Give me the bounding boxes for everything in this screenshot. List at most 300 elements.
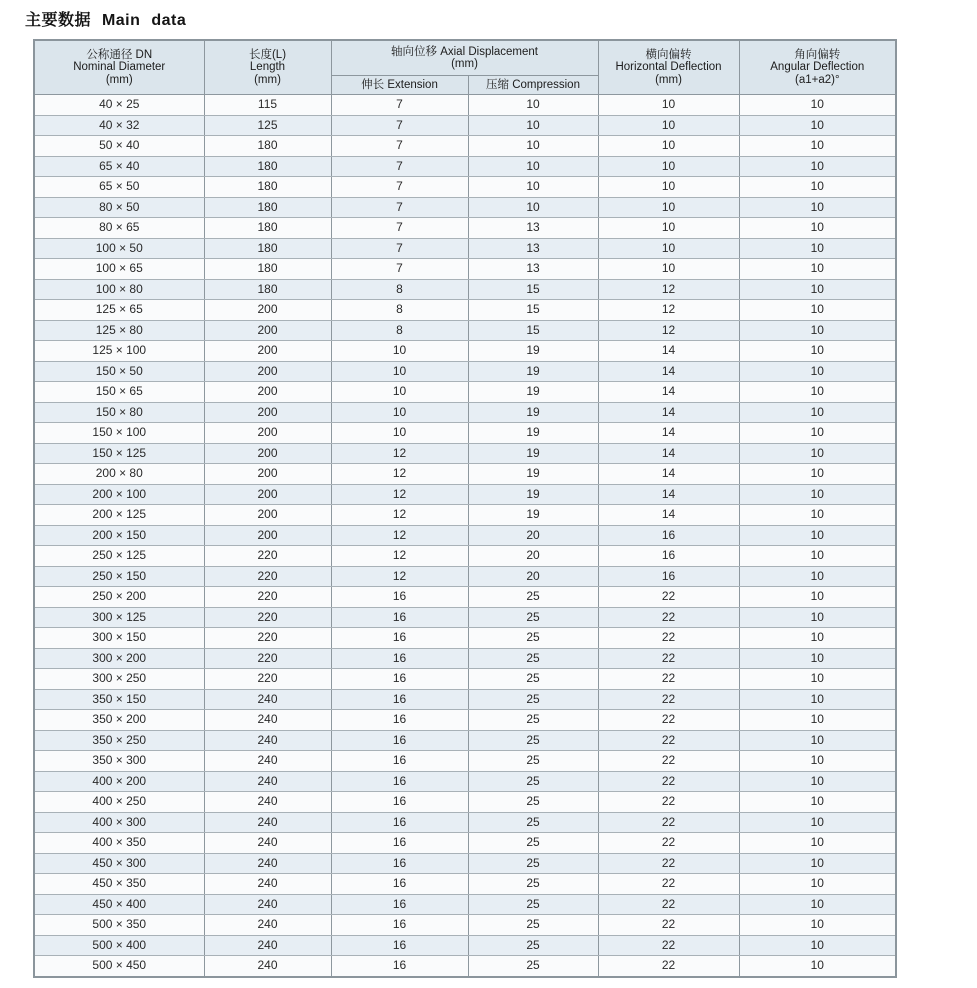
cell-horizontal-deflection: 10 — [598, 218, 739, 239]
cell-angular-deflection: 10 — [739, 587, 896, 608]
cell-angular-deflection: 10 — [739, 218, 896, 239]
cell-length: 240 — [204, 833, 331, 854]
cell-angular-deflection: 10 — [739, 771, 896, 792]
cell-length: 240 — [204, 812, 331, 833]
cell-compression: 15 — [468, 320, 598, 341]
cell-extension: 16 — [331, 648, 468, 669]
cell-length: 180 — [204, 218, 331, 239]
cell-extension: 7 — [331, 136, 468, 157]
cell-extension: 16 — [331, 607, 468, 628]
cell-nominal-diameter: 250 × 200 — [34, 587, 204, 608]
header-line: Horizontal Deflection — [615, 61, 722, 74]
cell-compression: 19 — [468, 382, 598, 403]
cell-nominal-diameter: 350 × 300 — [34, 751, 204, 772]
table-row — [34, 669, 896, 690]
cell-angular-deflection: 10 — [739, 648, 896, 669]
cell-horizontal-deflection: 22 — [598, 935, 739, 956]
cell-extension: 16 — [331, 771, 468, 792]
cell-angular-deflection: 10 — [739, 566, 896, 587]
cell-horizontal-deflection: 10 — [598, 156, 739, 177]
cell-angular-deflection: 10 — [739, 525, 896, 546]
cell-compression: 25 — [468, 894, 598, 915]
cell-length: 200 — [204, 382, 331, 403]
cell-nominal-diameter: 400 × 350 — [34, 833, 204, 854]
cell-length: 240 — [204, 915, 331, 936]
cell-angular-deflection: 10 — [739, 607, 896, 628]
cell-extension: 8 — [331, 279, 468, 300]
cell-angular-deflection: 10 — [739, 853, 896, 874]
cell-length: 240 — [204, 730, 331, 751]
cell-length: 200 — [204, 443, 331, 464]
cell-angular-deflection: 10 — [739, 792, 896, 813]
cell-horizontal-deflection: 10 — [598, 197, 739, 218]
cell-extension: 16 — [331, 751, 468, 772]
cell-horizontal-deflection: 16 — [598, 525, 739, 546]
cell-nominal-diameter: 500 × 400 — [34, 935, 204, 956]
cell-length: 220 — [204, 587, 331, 608]
cell-extension: 8 — [331, 300, 468, 321]
cell-extension: 16 — [331, 833, 468, 854]
table-row — [34, 792, 896, 813]
cell-nominal-diameter: 300 × 200 — [34, 648, 204, 669]
table-row — [34, 935, 896, 956]
cell-horizontal-deflection: 14 — [598, 423, 739, 444]
table-row — [34, 915, 896, 936]
cell-nominal-diameter: 200 × 100 — [34, 484, 204, 505]
cell-length: 180 — [204, 136, 331, 157]
cell-horizontal-deflection: 14 — [598, 341, 739, 362]
cell-nominal-diameter: 400 × 300 — [34, 812, 204, 833]
cell-horizontal-deflection: 12 — [598, 300, 739, 321]
header-line: 长度(L) — [248, 48, 287, 61]
cell-angular-deflection: 10 — [739, 833, 896, 854]
cell-compression: 19 — [468, 341, 598, 362]
cell-angular-deflection: 10 — [739, 95, 896, 116]
cell-compression: 25 — [468, 915, 598, 936]
cell-angular-deflection: 10 — [739, 443, 896, 464]
cell-horizontal-deflection: 22 — [598, 771, 739, 792]
cell-angular-deflection: 10 — [739, 156, 896, 177]
header-line: 公称通径 DN — [86, 48, 153, 61]
cell-nominal-diameter: 450 × 350 — [34, 874, 204, 895]
cell-extension: 16 — [331, 587, 468, 608]
cell-extension: 7 — [331, 95, 468, 116]
cell-extension: 7 — [331, 115, 468, 136]
cell-compression: 25 — [468, 792, 598, 813]
cell-angular-deflection: 10 — [739, 115, 896, 136]
cell-horizontal-deflection: 22 — [598, 669, 739, 690]
cell-horizontal-deflection: 22 — [598, 792, 739, 813]
table-row — [34, 279, 896, 300]
cell-nominal-diameter: 80 × 65 — [34, 218, 204, 239]
cell-nominal-diameter: 80 × 50 — [34, 197, 204, 218]
cell-compression: 25 — [468, 628, 598, 649]
cell-angular-deflection: 10 — [739, 259, 896, 280]
table-row — [34, 525, 896, 546]
cell-length: 220 — [204, 628, 331, 649]
cell-nominal-diameter: 300 × 150 — [34, 628, 204, 649]
cell-compression: 19 — [468, 423, 598, 444]
cell-horizontal-deflection: 22 — [598, 853, 739, 874]
header-line: (mm) — [105, 73, 133, 86]
cell-compression: 10 — [468, 156, 598, 177]
cell-length: 240 — [204, 792, 331, 813]
cell-length: 180 — [204, 197, 331, 218]
table-row — [34, 197, 896, 218]
table-row — [34, 115, 896, 136]
cell-extension: 7 — [331, 218, 468, 239]
cell-angular-deflection: 10 — [739, 546, 896, 567]
table-row — [34, 443, 896, 464]
cell-length: 125 — [204, 115, 331, 136]
cell-extension: 12 — [331, 443, 468, 464]
cell-horizontal-deflection: 22 — [598, 812, 739, 833]
cell-nominal-diameter: 200 × 80 — [34, 464, 204, 485]
cell-extension: 10 — [331, 402, 468, 423]
table-row — [34, 710, 896, 731]
cell-compression: 10 — [468, 197, 598, 218]
cell-length: 115 — [204, 95, 331, 116]
cell-length: 180 — [204, 156, 331, 177]
header-angular-deflection — [739, 40, 896, 95]
table-row — [34, 771, 896, 792]
cell-horizontal-deflection: 22 — [598, 894, 739, 915]
cell-length: 240 — [204, 956, 331, 977]
cell-length: 200 — [204, 361, 331, 382]
header-line: (a1+a2)° — [794, 73, 840, 86]
cell-nominal-diameter: 300 × 125 — [34, 607, 204, 628]
table-row — [34, 874, 896, 895]
cell-extension: 12 — [331, 546, 468, 567]
cell-compression: 25 — [468, 771, 598, 792]
cell-length: 180 — [204, 177, 331, 198]
cell-length: 180 — [204, 259, 331, 280]
cell-nominal-diameter: 50 × 40 — [34, 136, 204, 157]
cell-horizontal-deflection: 14 — [598, 505, 739, 526]
cell-horizontal-deflection: 22 — [598, 751, 739, 772]
cell-extension: 8 — [331, 320, 468, 341]
cell-length: 200 — [204, 300, 331, 321]
cell-angular-deflection: 10 — [739, 915, 896, 936]
cell-extension: 7 — [331, 197, 468, 218]
cell-length: 200 — [204, 484, 331, 505]
cell-compression: 19 — [468, 464, 598, 485]
header-line: Nominal Diameter — [73, 61, 166, 74]
cell-compression: 25 — [468, 956, 598, 977]
table-row — [34, 423, 896, 444]
cell-compression: 25 — [468, 833, 598, 854]
cell-horizontal-deflection: 22 — [598, 730, 739, 751]
cell-horizontal-deflection: 14 — [598, 464, 739, 485]
cell-angular-deflection: 10 — [739, 300, 896, 321]
header-nominal-diameter — [34, 40, 204, 95]
cell-nominal-diameter: 65 × 40 — [34, 156, 204, 177]
table-row — [34, 259, 896, 280]
cell-horizontal-deflection: 16 — [598, 546, 739, 567]
cell-horizontal-deflection: 14 — [598, 484, 739, 505]
cell-length: 220 — [204, 648, 331, 669]
table-row — [34, 894, 896, 915]
cell-extension: 10 — [331, 361, 468, 382]
cell-nominal-diameter: 125 × 65 — [34, 300, 204, 321]
cell-horizontal-deflection: 12 — [598, 279, 739, 300]
cell-length: 180 — [204, 279, 331, 300]
table-row — [34, 218, 896, 239]
table-row — [34, 361, 896, 382]
cell-horizontal-deflection: 14 — [598, 402, 739, 423]
cell-extension: 7 — [331, 177, 468, 198]
cell-angular-deflection: 10 — [739, 730, 896, 751]
cell-length: 220 — [204, 669, 331, 690]
header-line: 轴向位移 Axial Displacement — [391, 45, 538, 58]
cell-extension: 10 — [331, 382, 468, 403]
header-row-top — [34, 40, 896, 76]
cell-compression: 19 — [468, 505, 598, 526]
cell-angular-deflection: 10 — [739, 894, 896, 915]
cell-length: 240 — [204, 689, 331, 710]
table-row — [34, 177, 896, 198]
cell-nominal-diameter: 40 × 32 — [34, 115, 204, 136]
table-header — [34, 40, 896, 95]
table-row — [34, 751, 896, 772]
cell-extension: 16 — [331, 935, 468, 956]
cell-extension: 7 — [331, 238, 468, 259]
header-line: (mm) — [254, 73, 281, 86]
cell-nominal-diameter: 100 × 65 — [34, 259, 204, 280]
header-horizontal-deflection — [598, 40, 739, 95]
cell-horizontal-deflection: 22 — [598, 689, 739, 710]
table-row — [34, 853, 896, 874]
cell-horizontal-deflection: 22 — [598, 607, 739, 628]
cell-compression: 10 — [468, 177, 598, 198]
cell-length: 220 — [204, 607, 331, 628]
cell-angular-deflection: 10 — [739, 464, 896, 485]
cell-compression: 19 — [468, 484, 598, 505]
cell-compression: 20 — [468, 546, 598, 567]
cell-angular-deflection: 10 — [739, 628, 896, 649]
table-row — [34, 546, 896, 567]
header-compression: 压缩 Compression — [468, 76, 598, 95]
cell-angular-deflection: 10 — [739, 197, 896, 218]
cell-extension: 12 — [331, 464, 468, 485]
cell-horizontal-deflection: 10 — [598, 136, 739, 157]
cell-length: 200 — [204, 341, 331, 362]
table-row — [34, 464, 896, 485]
table-row — [34, 238, 896, 259]
cell-extension: 16 — [331, 792, 468, 813]
cell-extension: 10 — [331, 423, 468, 444]
cell-compression: 25 — [468, 587, 598, 608]
cell-compression: 25 — [468, 935, 598, 956]
cell-nominal-diameter: 400 × 200 — [34, 771, 204, 792]
cell-length: 240 — [204, 771, 331, 792]
table-row — [34, 95, 896, 116]
cell-horizontal-deflection: 22 — [598, 648, 739, 669]
cell-angular-deflection: 10 — [739, 177, 896, 198]
cell-nominal-diameter: 150 × 80 — [34, 402, 204, 423]
header-axial-displacement — [331, 40, 598, 76]
cell-nominal-diameter: 250 × 125 — [34, 546, 204, 567]
table-row — [34, 402, 896, 423]
cell-nominal-diameter: 350 × 200 — [34, 710, 204, 731]
cell-compression: 13 — [468, 218, 598, 239]
cell-compression: 25 — [468, 812, 598, 833]
cell-length: 240 — [204, 710, 331, 731]
header-line: Angular Deflection — [770, 61, 865, 74]
cell-compression: 25 — [468, 853, 598, 874]
cell-horizontal-deflection: 22 — [598, 874, 739, 895]
cell-nominal-diameter: 65 × 50 — [34, 177, 204, 198]
table-row — [34, 730, 896, 751]
cell-angular-deflection: 10 — [739, 341, 896, 362]
cell-extension: 12 — [331, 525, 468, 546]
cell-compression: 20 — [468, 525, 598, 546]
cell-horizontal-deflection: 22 — [598, 915, 739, 936]
cell-horizontal-deflection: 22 — [598, 628, 739, 649]
cell-nominal-diameter: 300 × 250 — [34, 669, 204, 690]
cell-angular-deflection: 10 — [739, 136, 896, 157]
cell-horizontal-deflection: 10 — [598, 259, 739, 280]
cell-extension: 16 — [331, 689, 468, 710]
cell-nominal-diameter: 200 × 150 — [34, 525, 204, 546]
cell-horizontal-deflection: 12 — [598, 320, 739, 341]
cell-extension: 16 — [331, 956, 468, 977]
cell-angular-deflection: 10 — [739, 361, 896, 382]
cell-angular-deflection: 10 — [739, 956, 896, 977]
cell-compression: 15 — [468, 300, 598, 321]
cell-nominal-diameter: 125 × 100 — [34, 341, 204, 362]
cell-extension: 16 — [331, 853, 468, 874]
cell-nominal-diameter: 500 × 350 — [34, 915, 204, 936]
header-line: (mm) — [655, 73, 682, 86]
cell-nominal-diameter: 100 × 80 — [34, 279, 204, 300]
table-row — [34, 156, 896, 177]
cell-extension: 7 — [331, 259, 468, 280]
cell-compression: 20 — [468, 566, 598, 587]
table-body — [34, 95, 896, 977]
cell-nominal-diameter: 450 × 300 — [34, 853, 204, 874]
cell-compression: 19 — [468, 361, 598, 382]
cell-nominal-diameter: 150 × 100 — [34, 423, 204, 444]
cell-angular-deflection: 10 — [739, 238, 896, 259]
cell-length: 240 — [204, 751, 331, 772]
cell-angular-deflection: 10 — [739, 320, 896, 341]
cell-extension: 12 — [331, 484, 468, 505]
cell-horizontal-deflection: 22 — [598, 956, 739, 977]
cell-length: 200 — [204, 505, 331, 526]
table-row — [34, 689, 896, 710]
cell-length: 200 — [204, 320, 331, 341]
cell-compression: 25 — [468, 607, 598, 628]
table-row — [34, 505, 896, 526]
cell-nominal-diameter: 350 × 250 — [34, 730, 204, 751]
cell-angular-deflection: 10 — [739, 689, 896, 710]
cell-extension: 12 — [331, 505, 468, 526]
cell-nominal-diameter: 450 × 400 — [34, 894, 204, 915]
cell-extension: 10 — [331, 341, 468, 362]
header-line: 横向偏转 — [645, 48, 692, 61]
table-row — [34, 812, 896, 833]
cell-length: 200 — [204, 423, 331, 444]
cell-nominal-diameter: 400 × 250 — [34, 792, 204, 813]
table-row — [34, 833, 896, 854]
cell-angular-deflection: 10 — [739, 710, 896, 731]
table-row — [34, 587, 896, 608]
cell-length: 220 — [204, 546, 331, 567]
table-row — [34, 607, 896, 628]
cell-compression: 25 — [468, 730, 598, 751]
cell-angular-deflection: 10 — [739, 812, 896, 833]
cell-horizontal-deflection: 10 — [598, 238, 739, 259]
cell-horizontal-deflection: 14 — [598, 361, 739, 382]
cell-compression: 13 — [468, 259, 598, 280]
cell-length: 180 — [204, 238, 331, 259]
cell-length: 240 — [204, 935, 331, 956]
header-line: (mm) — [451, 58, 478, 70]
cell-angular-deflection: 10 — [739, 484, 896, 505]
cell-extension: 16 — [331, 628, 468, 649]
cell-horizontal-deflection: 14 — [598, 443, 739, 464]
cell-extension: 16 — [331, 915, 468, 936]
table-row — [34, 382, 896, 403]
cell-compression: 25 — [468, 874, 598, 895]
cell-length: 200 — [204, 464, 331, 485]
cell-compression: 10 — [468, 136, 598, 157]
table-row — [34, 320, 896, 341]
cell-angular-deflection: 10 — [739, 505, 896, 526]
cell-nominal-diameter: 150 × 50 — [34, 361, 204, 382]
cell-nominal-diameter: 125 × 80 — [34, 320, 204, 341]
table-row — [34, 648, 896, 669]
cell-angular-deflection: 10 — [739, 935, 896, 956]
cell-angular-deflection: 10 — [739, 279, 896, 300]
cell-length: 240 — [204, 894, 331, 915]
cell-horizontal-deflection: 14 — [598, 382, 739, 403]
cell-nominal-diameter: 100 × 50 — [34, 238, 204, 259]
cell-nominal-diameter: 40 × 25 — [34, 95, 204, 116]
table-row — [34, 300, 896, 321]
cell-extension: 16 — [331, 894, 468, 915]
table-row — [34, 628, 896, 649]
main-data-table — [33, 39, 897, 978]
cell-extension: 16 — [331, 812, 468, 833]
cell-angular-deflection: 10 — [739, 423, 896, 444]
cell-angular-deflection: 10 — [739, 751, 896, 772]
cell-extension: 16 — [331, 730, 468, 751]
cell-compression: 15 — [468, 279, 598, 300]
cell-compression: 25 — [468, 751, 598, 772]
cell-nominal-diameter: 350 × 150 — [34, 689, 204, 710]
cell-compression: 25 — [468, 669, 598, 690]
cell-horizontal-deflection: 10 — [598, 177, 739, 198]
cell-nominal-diameter: 150 × 125 — [34, 443, 204, 464]
cell-horizontal-deflection: 16 — [598, 566, 739, 587]
cell-length: 240 — [204, 874, 331, 895]
table-row — [34, 484, 896, 505]
cell-compression: 25 — [468, 689, 598, 710]
cell-compression: 25 — [468, 710, 598, 731]
table-row — [34, 566, 896, 587]
cell-horizontal-deflection: 22 — [598, 710, 739, 731]
cell-extension: 16 — [331, 669, 468, 690]
cell-nominal-diameter: 500 × 450 — [34, 956, 204, 977]
cell-extension: 16 — [331, 710, 468, 731]
cell-angular-deflection: 10 — [739, 669, 896, 690]
cell-nominal-diameter: 200 × 125 — [34, 505, 204, 526]
table-row — [34, 136, 896, 157]
cell-extension: 12 — [331, 566, 468, 587]
header-line: 角向偏转 — [794, 48, 841, 61]
